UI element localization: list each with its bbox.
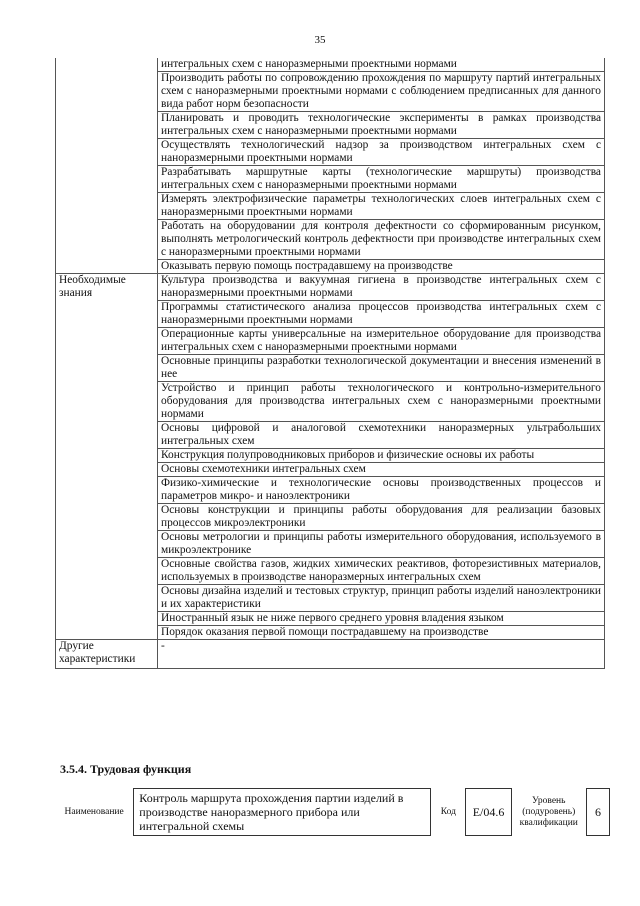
page-number: 35: [314, 34, 326, 46]
row-text: интегральных схем с наноразмерными проектными нормами: [158, 58, 605, 72]
row-label: [56, 558, 158, 585]
row-label: [56, 382, 158, 422]
table-row: [56, 422, 605, 449]
row-text: Основы схемотехники интегральных схем: [158, 463, 605, 477]
name-label: Наименование: [64, 807, 124, 817]
table-row: [56, 382, 605, 422]
row-text: Конструкция полупроводниковых приборов и физические основы их работы: [158, 449, 605, 463]
row-label: [56, 449, 158, 463]
table-row: [56, 166, 605, 193]
row-text: Основные принципы разработки технологической документации и внесения изменений в нее: [158, 355, 605, 382]
row-text: Операционные карты универсальные на измерительное оборудование для производства интегральных схем с наноразмерными проектными нормами: [158, 328, 605, 355]
table-row: [56, 193, 605, 220]
row-label: Другие характеристики: [56, 640, 158, 669]
level-value: 6: [586, 788, 610, 836]
row-text: Устройство и принцип работы технологического и контрольно-измерительного оборудования для производства интегральных схем с наноразмерными проектными нормами: [158, 382, 605, 422]
row-text: Производить работы по сопровождению прохождения по маршруту партий интегральных схем с наноразмерными проектными нормами с соблюдением предписанных для данного вида работ норм безопасности: [158, 72, 605, 112]
row-label: [56, 328, 158, 355]
section-heading: 3.5.4. Трудовая функция: [60, 762, 192, 776]
table-row: [56, 504, 605, 531]
row-text: Основные свойства газов, жидких химических реактивов, фоторезистивных материалов, используемых в производстве наноразмерных интегральных схем: [158, 558, 605, 585]
table-row: [56, 612, 605, 626]
row-text: Оказывать первую помощь пострадавшему на производстве: [158, 260, 605, 274]
row-text: Культура производства и вакуумная гигиена в производстве интегральных схем с наноразмерными проектными нормами: [158, 274, 605, 301]
row-label: [56, 477, 158, 504]
table-row: [56, 112, 605, 139]
table-row: [56, 585, 605, 612]
row-label: [56, 193, 158, 220]
row-label: [56, 301, 158, 328]
row-label: [56, 585, 158, 612]
row-label: [56, 72, 158, 112]
row-label: [56, 504, 158, 531]
row-text: Основы цифровой и аналоговой схемотехники наноразмерных ультрабольших интегральных схем: [158, 422, 605, 449]
table-row: [56, 328, 605, 355]
table-row: [56, 301, 605, 328]
table-row: [56, 220, 605, 260]
name-value: Контроль маршрута прохождения партии изделий в производстве наноразмерного прибора или интегральной схемы: [133, 788, 431, 836]
row-label: [56, 531, 158, 558]
table-row: [56, 463, 605, 477]
row-text: Программы статистического анализа процессов производства интегральных схем с наноразмерными проектными нормами: [158, 301, 605, 328]
table-row: [56, 531, 605, 558]
row-label: [56, 166, 158, 193]
table-row: [56, 260, 605, 274]
level-label: Уровень (подуровень) квалификации: [519, 795, 578, 828]
row-label: [56, 626, 158, 640]
requirements-table: [55, 58, 605, 669]
table-row: [56, 58, 605, 72]
table-row: [56, 640, 605, 669]
row-text: Основы дизайна изделий и тестовых структур, принцип работы изделий наноэлектроники и их характеристики: [158, 585, 605, 612]
row-text: Работать на оборудовании для контроля дефектности со сформированным рисунком, выполнять метрологический контроль дефектности при производстве интегральных схем с наноразмерными проектными нормами: [158, 220, 605, 260]
table-row: [56, 139, 605, 166]
table-row: [56, 449, 605, 463]
code-value: E/04.6: [465, 788, 511, 836]
row-label: Необходимые знания: [56, 274, 158, 301]
table-row: [56, 355, 605, 382]
row-label: [56, 139, 158, 166]
row-label: [56, 463, 158, 477]
row-text: Физико-химические и технологические основы производственных процессов и параметров микро- и наноэлектроники: [158, 477, 605, 504]
row-text: Иностранный язык не ниже первого среднего уровня владения языком: [158, 612, 605, 626]
table-row: [56, 558, 605, 585]
row-label: [56, 220, 158, 260]
table-row: [56, 72, 605, 112]
labor-function-table: [55, 788, 610, 836]
row-text: Разрабатывать маршрутные карты (технологические маршруты) производства интегральных схем с наноразмерными проектными нормами: [158, 166, 605, 193]
row-label: [56, 112, 158, 139]
table-row: [56, 626, 605, 640]
row-text: Основы конструкции и принципы работы оборудования для реализации базовых процессов микроэлектроники: [158, 504, 605, 531]
row-text: Планировать и проводить технологические эксперименты в рамках производства интегральных схем с наноразмерными проектными нормами: [158, 112, 605, 139]
row-text: Осуществлять технологический надзор за производством интегральных схем с наноразмерными проектными нормами: [158, 139, 605, 166]
row-label: [56, 355, 158, 382]
table-row: [55, 788, 610, 836]
table-row: [56, 274, 605, 301]
row-label: [56, 260, 158, 274]
row-label: [56, 422, 158, 449]
row-text: Порядок оказания первой помощи пострадавшему на производстве: [158, 626, 605, 640]
code-label: Код: [440, 807, 456, 817]
row-text: -: [158, 640, 605, 669]
row-text: Измерять электрофизические параметры технологических слоев интегральных схем с наноразмерными проектными нормами: [158, 193, 605, 220]
row-text: Основы метрологии и принципы работы измерительного оборудования, используемого в микроэлектронике: [158, 531, 605, 558]
row-label: [56, 58, 158, 72]
table-row: [56, 477, 605, 504]
row-label: [56, 612, 158, 626]
